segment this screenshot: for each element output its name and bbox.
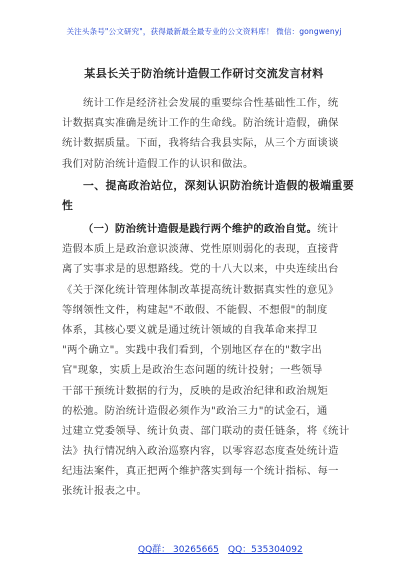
intro-paragraph xyxy=(62,93,358,174)
section-heading-1 xyxy=(62,176,358,216)
section-heading-line: 一、提高政治站位，深刻认识防治统计造假的极端重要 xyxy=(83,179,355,192)
body-line: 过建立党委领导、统计负责、部门联动的责任链条，将《统计 xyxy=(62,424,350,437)
subsection-lead: （一）防治统计造假是践行两个维护的政治自觉。 xyxy=(83,223,318,235)
body-line: 官"现象，实质上是政治生态问题的统计投射；一些领导 xyxy=(62,364,323,377)
section-heading-line: 性 xyxy=(62,199,74,213)
footer-qq-number[interactable]: QQ：535304092 xyxy=(228,545,303,555)
body-line: 等纲领性文件，构建起"不敢假、不能假、不想假"的制度 xyxy=(62,303,328,316)
body-line: 造假本质上是政治意识淡薄、党性原则弱化的表现，直接背 xyxy=(62,243,339,256)
subsection-lead-tail: 统计 xyxy=(317,223,339,235)
body-line: 《关于深化统计管理体制改革提高统计数据真实性的意见》 xyxy=(62,283,339,296)
subsection-first-line xyxy=(62,219,358,239)
body-line: 体系，其核心要义就是通过统计领域的自我革命来捍卫 xyxy=(62,323,318,336)
body-line: 张统计报表之中。 xyxy=(62,485,148,498)
footer-qq-group[interactable]: QQ群： 30265665 xyxy=(138,545,219,555)
document-title: 某县长关于防治统计造假工作研讨交流发言材料 xyxy=(84,67,324,80)
subsection-1-paragraph xyxy=(62,219,358,502)
header-promo-text: 关注头条号"公文研究"，获得最新最全最专业的公文资料库！ 微信：gongwenyj xyxy=(66,27,342,36)
body-line: 干部干预统计数据的行为，反映的是政治纪律和政治规矩 xyxy=(62,384,329,397)
body-line: 法》执行情况纳入政治巡察内容，以零容忍态度查处统计造 xyxy=(62,445,339,458)
body-line: 纪违法案件，真正把两个维护落实到每一个统计指标、每一 xyxy=(62,465,339,478)
body-line: 的松弛。防治统计造假必须作为"政治三力"的试金石，通 xyxy=(62,404,328,417)
body-line: 离了实事求是的思想路线。党的十八大以来，中央连续出台 xyxy=(62,263,339,276)
intro-line: 统计工作是经济社会发展的重要综合性基础性工作，统 xyxy=(83,97,339,109)
intro-line: 我们对防治统计造假工作的认识和做法。 xyxy=(62,157,254,170)
intro-line: 计数据真实准确是统计工作的生命线。防治统计造假，确保 xyxy=(62,117,339,130)
intro-line: 统计数据质量。下面，我将结合我县实际，从三个方面谈谈 xyxy=(62,137,339,150)
body-line: "两个确立"。实践中我们看到，个别地区存在的"数字出 xyxy=(62,344,323,357)
